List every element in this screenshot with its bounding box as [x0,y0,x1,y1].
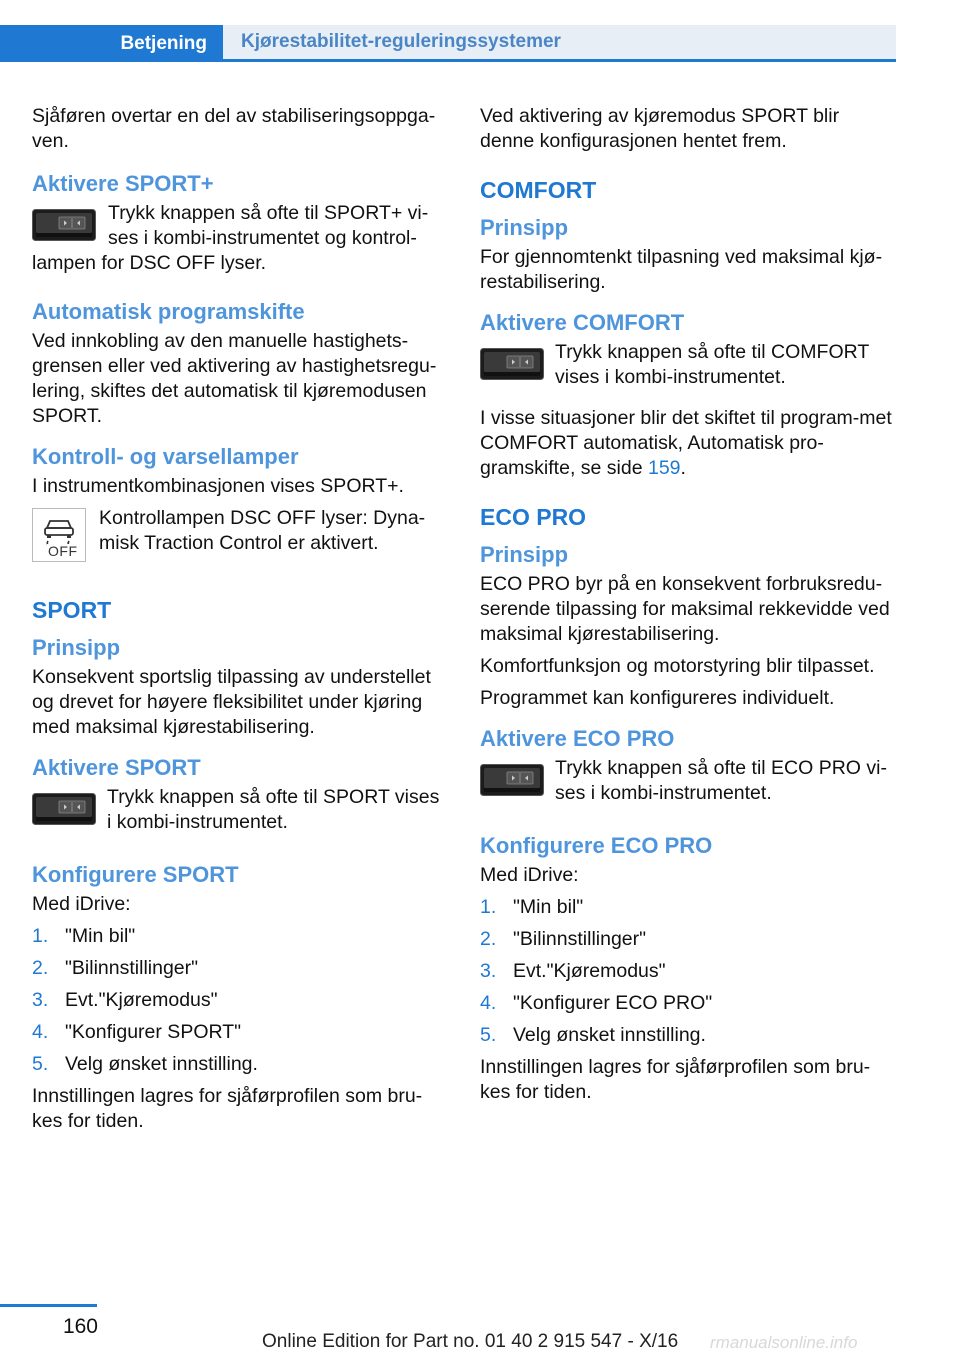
tab-betjening[interactable]: Betjening [0,25,223,62]
eco-prinsipp-text: ECO PRO byr på en konsekvent forbruksredu-serende tilpassing for maksimal rekkevidde ved maksimal kjørestabilisering. [480,573,890,645]
list-item: 5. Velg ønsket innstilling. [32,1053,258,1075]
heading-aktivere-comfort: Aktivere COMFORT [480,310,685,335]
list-item: 5. Velg ønsket innstilling. [480,1024,706,1046]
aktivere-comfort-block [480,340,895,390]
driving-mode-switch-icon [480,764,544,796]
kontroll-text: I instrumentkombinasjonen vises SPORT+. [32,475,404,497]
list-item: 2. "Bilinnstillinger" [480,928,647,950]
intro-text: Sjåføren overtar en del av stabiliseringsoppga-ven. [32,105,436,152]
list-item: 4. "Konfigurer SPORT" [32,1021,242,1043]
heading-kontroll-varsellamper: Kontroll- og varsellamper [32,444,299,469]
sport-steps-list [32,924,446,1077]
aktivere-comfort-text: Trykk knappen så ofte til COMFORT vises i kombi-instrumentet. [555,341,869,388]
heading-prinsipp-eco: Prinsipp [480,542,569,567]
list-item: 3. Evt."Kjøremodus" [32,989,218,1011]
sport-plus-block [32,201,446,276]
footer-rule [0,1304,97,1307]
komfort-text: Komfortfunksjon og motorstyring blir tilpasset. [480,655,875,677]
heading-konfigurere-eco-pro: Konfigurere ECO PRO [480,833,713,858]
sport-plus-text: Trykk knappen så ofte til SPORT+ vi-ses i kombi-instrumentet og kontrol-lampen for DSC OFF lyser. [32,202,429,274]
page-number: 160 [62,1315,98,1338]
heading-prinsipp-sport: Prinsipp [32,635,121,660]
online-edition-text: Online Edition for Part no. 01 40 2 915 547 - X/16 [262,1331,679,1352]
watermark: rmanualsonline.info [710,1333,858,1352]
header-tabbar [0,25,896,62]
list-item: 3. Evt."Kjøremodus" [480,960,666,982]
dsc-off-icon [32,508,86,562]
aktivere-sport-block [32,785,446,835]
heading-automatisk-programskifte: Automatisk programskifte [32,299,305,324]
eco-steps-list [480,895,895,1048]
heading-eco-pro: ECO PRO [480,504,587,530]
list-item: 1. "Min bil" [32,925,136,947]
sport-saved-text: Innstillingen lagres for sjåførprofilen som bru-kes for tiden. [32,1085,423,1132]
aktivere-sport-text: Trykk knappen så ofte til SPORT vises i kombi-instrumentet. [107,786,440,833]
right-intro-text: Ved aktivering av kjøremodus SPORT blir denne konfigurasjonen hentet frem. [480,105,840,152]
heading-konfigurere-sport: Konfigurere SPORT [32,862,239,887]
sport-prinsipp-text: Konsekvent sportslig tilpassing av understellet og drevet for høyere fleksibilitet under kjøring med maksimal kjørestabilisering. [32,666,431,738]
driving-mode-switch-icon [32,793,96,825]
off-label: OFF [48,543,78,559]
left-column [32,104,446,1141]
heading-aktivere-sport: Aktivere SPORT [32,755,201,780]
comfort-prinsipp-text: For gjennomtenkt tilpasning ved maksimal kjø-restabilisering. [480,246,883,293]
aktivere-eco-block [480,756,895,806]
dsc-block [32,506,446,566]
header-rule [0,59,896,62]
page-link-159[interactable]: 159 [647,457,681,479]
tab-kjorestabilitet[interactable]: Kjørestabilitet-reguleringssystemer [223,25,896,59]
dsc-text: Kontrollampen DSC OFF lyser: Dyna-misk Traction Control er aktivert. [99,507,426,554]
med-idrive-sport: Med iDrive: [32,893,131,915]
driving-mode-switch-icon [480,348,544,380]
list-item: 1. "Min bil" [480,896,584,918]
aktivere-eco-text: Trykk knappen så ofte til ECO PRO vi-ses i kombi-instrumentet. [555,757,887,804]
heading-aktivere-sport-plus: Aktivere SPORT+ [32,171,214,196]
med-idrive-eco: Med iDrive: [480,864,579,886]
list-item: 2. "Bilinnstillinger" [32,957,199,979]
driving-mode-switch-icon [32,209,96,241]
programmet-text: Programmet kan konfigureres individuelt. [480,687,835,709]
eco-saved-text: Innstillingen lagres for sjåførprofilen som bru-kes for tiden. [480,1056,871,1103]
list-item: 4. "Konfigurer ECO PRO" [480,992,713,1014]
heading-sport: SPORT [32,597,112,623]
situasjoner-text: I visse situasjoner blir det skiftet til program-met COMFORT automatisk, Automatisk pro-gramskifte, se side 159. [480,407,892,479]
heading-aktivere-eco-pro: Aktivere ECO PRO [480,726,675,751]
heading-comfort: COMFORT [480,177,597,203]
auto-text: Ved innkobling av den manuelle hastighets-grensen eller ved aktivering av hastighetsregu-lering, skiftes det automatisk til kjøremodusen SPORT. [32,330,437,427]
right-column [480,104,895,1112]
heading-prinsipp-comfort: Prinsipp [480,215,569,240]
